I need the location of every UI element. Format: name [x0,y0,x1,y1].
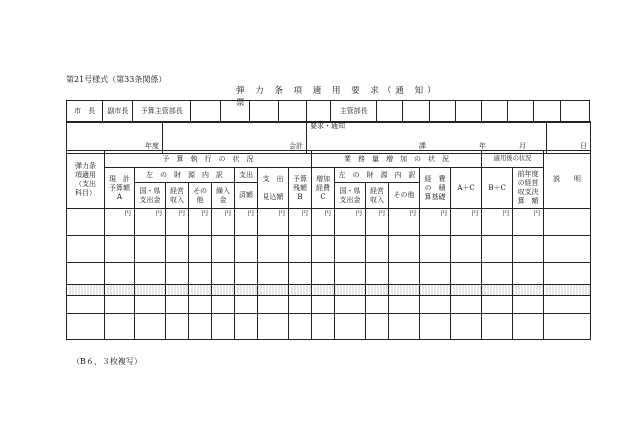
approval-cell [250,101,278,123]
approval-cell [403,101,429,123]
unit-label: 円 [366,209,389,236]
request-notice-label: 要求・通知 [310,122,345,130]
request-division-cell [307,122,547,154]
unit-label: 円 [451,209,482,236]
approval-cell [482,101,508,123]
business-income-2-header: 経営 収入 [366,183,389,209]
unit-label: 円 [289,209,312,236]
budget-execution-header: 予 算 執 行 の 状 況 [105,151,312,168]
explanation-header: 説 明 [544,151,591,209]
unit-label: 円 [105,209,135,236]
national-pref-2-header: 国・県 支出金 [335,183,366,209]
month-label: 月 [519,142,526,150]
explanation-cell [544,209,591,236]
item-cell [67,209,105,236]
budget-balance-header: 予算 残額 B [289,168,312,209]
approval-cell [429,101,455,123]
unit-label: 円 [482,209,513,236]
division-label: 課 [419,142,426,150]
business-increase-header: 業 務 量 増 加 の 状 況 [312,151,482,168]
after-status-header: 適用後の状況 [482,151,544,168]
mayor-label: 市 長 [67,101,103,123]
table-row [67,209,591,236]
account-label: 会計 [163,122,307,154]
year-label: 年 [479,142,486,150]
expense-basis-header: 経 費 の 積 算基礎 [420,168,451,209]
other-2-header: その他 [389,183,420,209]
unit-label: 円 [513,209,544,236]
form-number: 第21号様式（第33条関係） [66,75,167,84]
main-table [66,150,591,340]
unit-label: 円 [166,209,189,236]
unit-label: 円 [135,209,166,236]
fiscal-year-label: 年度 [67,122,163,154]
approval-table [66,100,590,123]
unit-label: 円 [335,209,366,236]
b-plus-c-header: B＋C [482,168,513,209]
table-row [67,263,591,285]
approval-cell [377,101,403,123]
footer-note: （B６、３枚複写） [72,357,142,366]
current-budget-header: 現 計 予算額 A [105,168,135,209]
unit-label: 円 [258,209,289,236]
unit-label: 円 [235,209,258,236]
deputy-mayor-label: 副市長 [103,101,133,123]
approval-cell [221,101,250,123]
unit-label: 円 [312,209,335,236]
approval-cell [560,101,589,123]
budget-head-label: 予算主管部長 [133,101,190,123]
carry-in-header: 繰入 金 [212,183,235,209]
dept-head-label: 主管部長 [330,101,376,123]
table-row [67,296,591,314]
day-label: 日 [547,122,591,154]
approval-cell [534,101,560,123]
approval-cell [306,101,330,123]
unit-label: 円 [420,209,451,236]
increase-expense-header: 増加 経費 C [312,168,335,209]
source-breakdown-header: 左 の 財 源 内 訳 [135,168,235,183]
expected-expenditure-header: 支 出 見込額 [258,168,289,209]
unit-label: 円 [212,209,235,236]
source-breakdown-2-header: 左 の 財 源 内 訳 [335,168,420,183]
approval-cell [190,101,220,123]
approval-cell [508,101,534,123]
disbursed-header: 済額 [235,183,258,209]
unit-label: 円 [189,209,212,236]
unit-label: 円 [389,209,420,236]
table-row [67,236,591,263]
business-income-header: 経営 収入 [166,183,189,209]
form-title: 弾 力 条 項 適 用 要 求（通 知）票 [236,86,436,108]
a-plus-c-header: A＋C [451,168,482,209]
table-break [67,285,591,296]
prev-year-header: 前年度 の経営 収支決 算 額 [513,168,544,209]
table-row [67,314,591,340]
expenditure-header: 支出 [235,168,258,183]
approval-cell [278,101,306,123]
item-name-header: 弾力条 項適用 （支出 科目） [67,151,105,209]
approval-cell [455,101,481,123]
national-pref-header: 国・県 支出金 [135,183,166,209]
other-header: その 他 [189,183,212,209]
